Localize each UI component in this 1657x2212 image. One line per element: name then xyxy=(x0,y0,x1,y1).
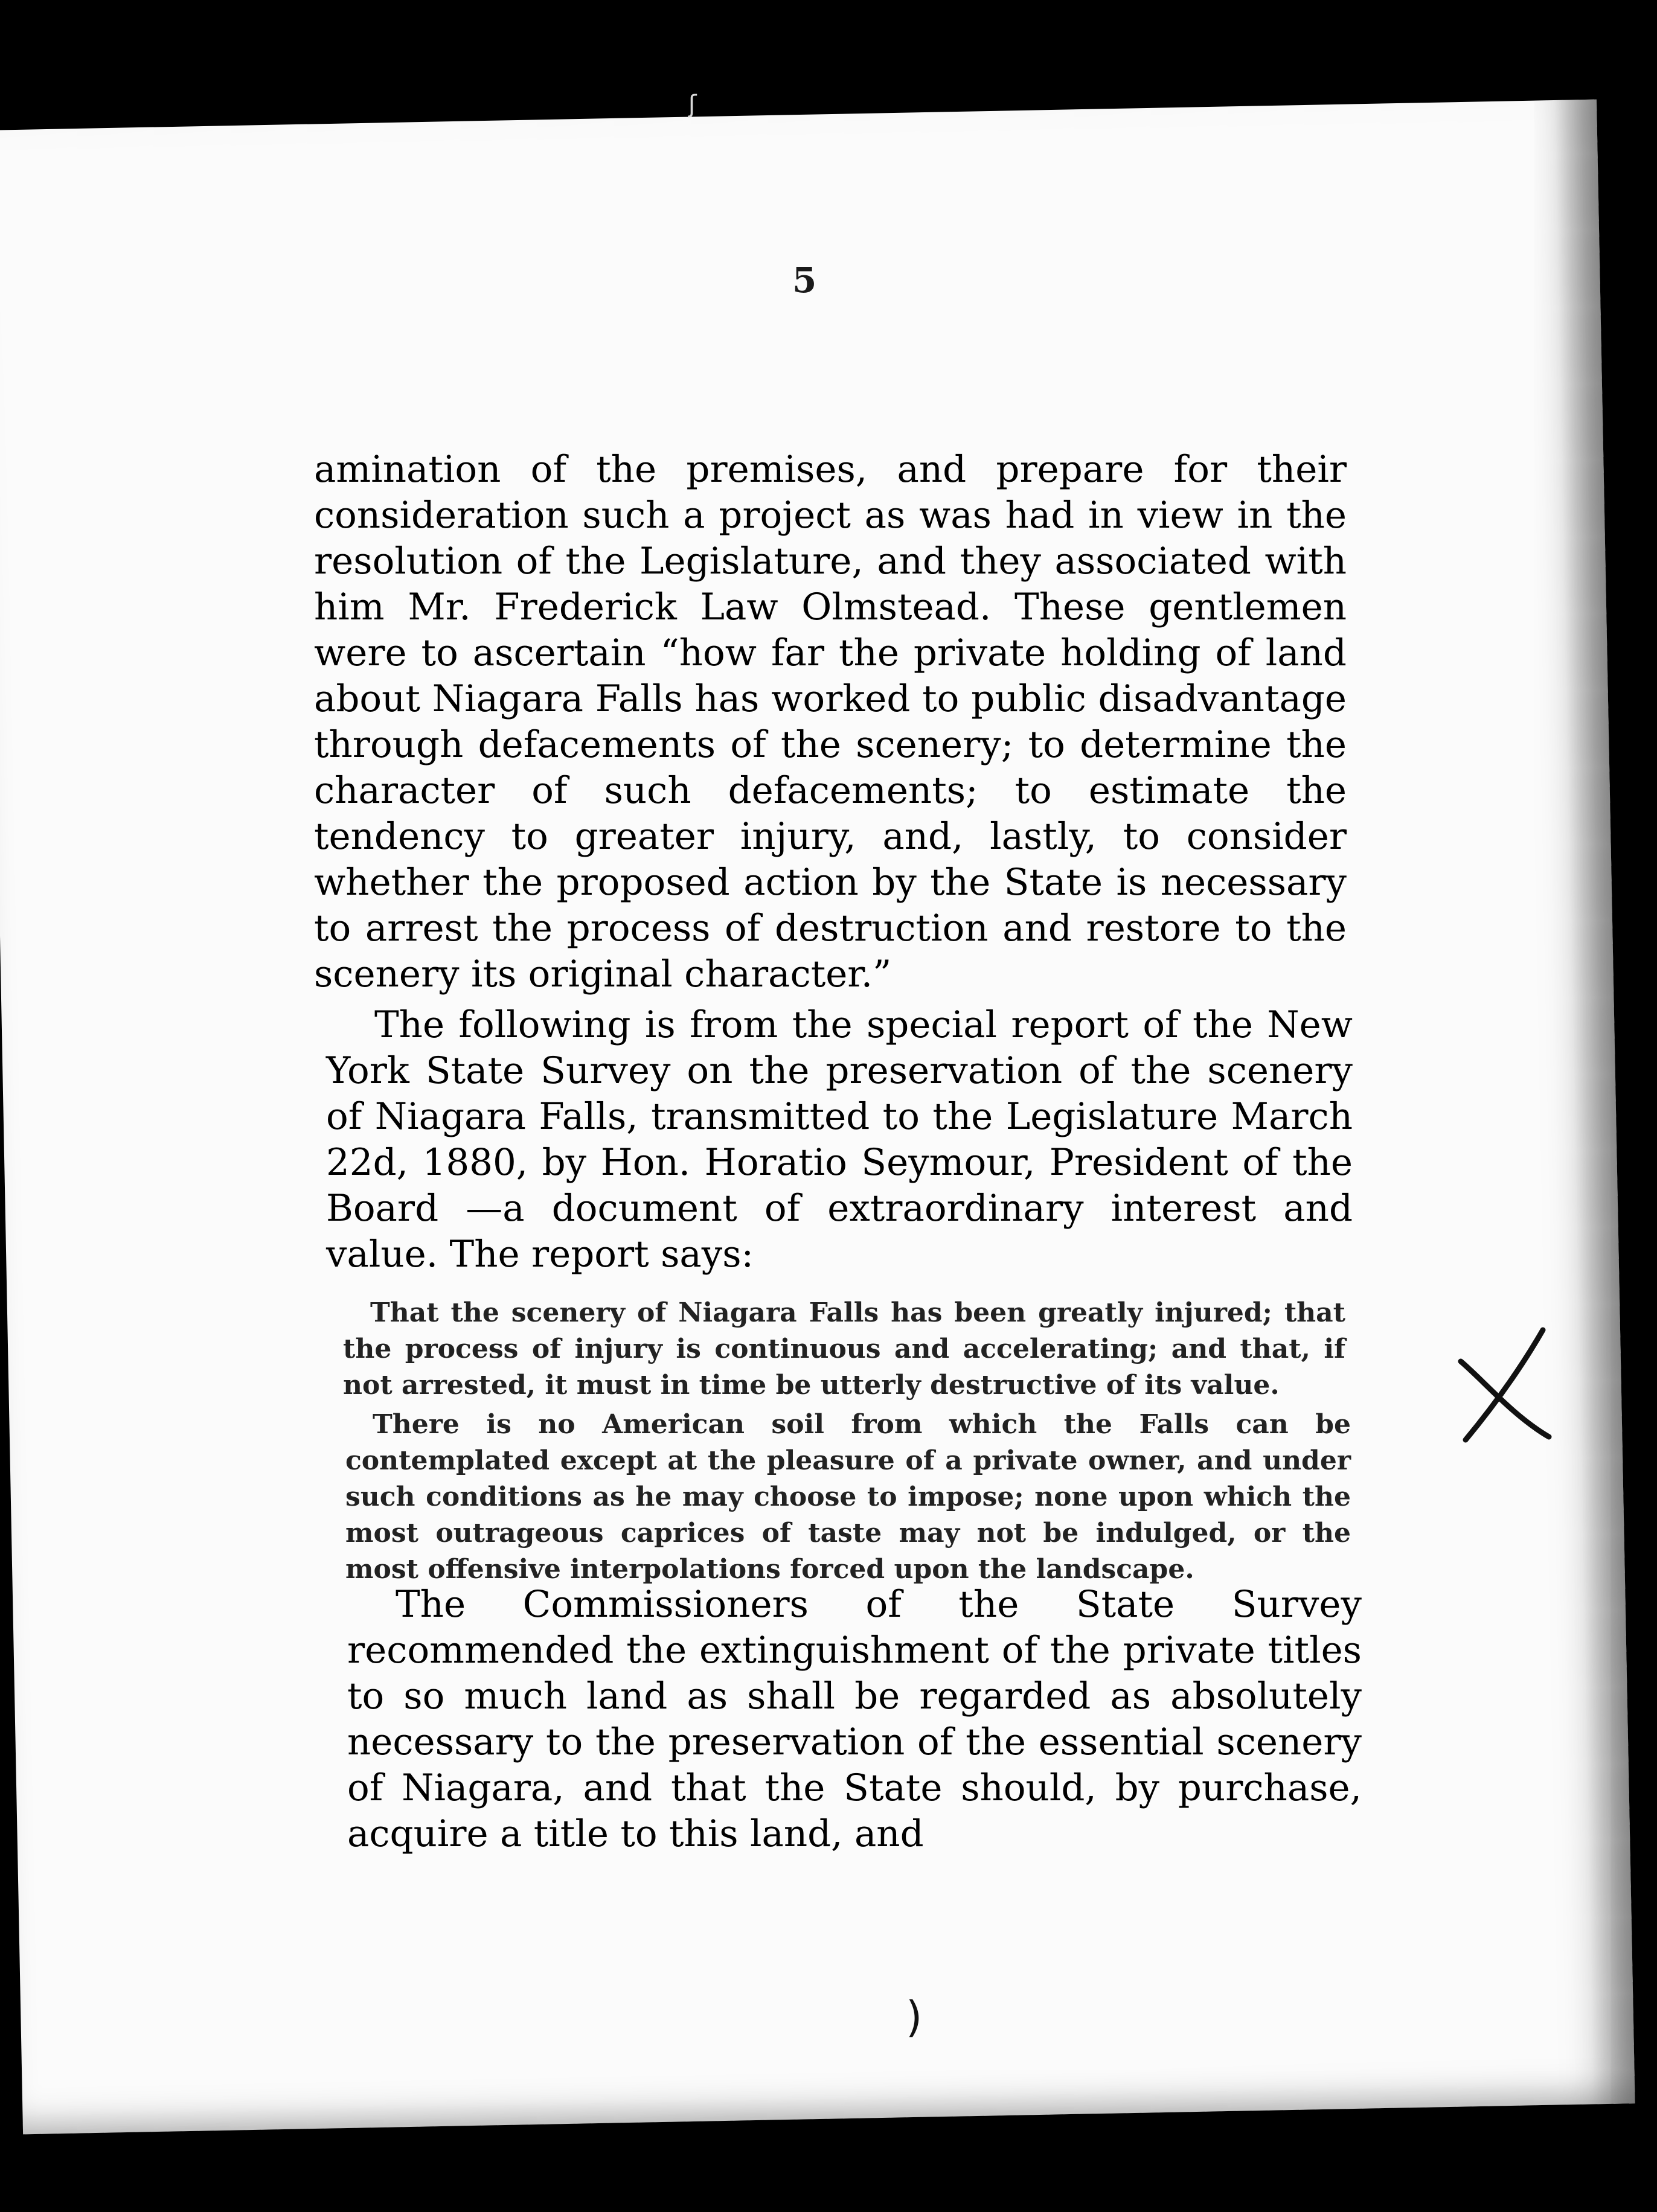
paragraph-3: The Commissioners of the State Survey recommended the extinguishment of the private titles to so much land as shall be regarded as absolutely necessary to the preservation of the essential scenery of Niagara, and that the State should, by purchase, acquire a title to this land, and xyxy=(347,1583,1362,1855)
paragraph-1: amination of the premises, and prepare for their consideration such a project as was had in view in the resolution of the Legislature, and they associated with him Mr. Frederick Law Olmstead. These gentlemen were to ascertain “how far the private holding of land about Niagara Falls has worked to public disadvantage through defacements of the scenery; to determine the character of such defacements; to estimate the tendency to greater injury, and, lastly, to consider whether the proposed action by the State is necessary to arrest the process of destruction and restore to the scenery its original character.” xyxy=(314,448,1347,996)
scan-speck: ʃ xyxy=(688,91,697,118)
quote-2: There is no American soil from which the Falls can be contemplated except at the pleasure of a private owner, and under such conditions as he may choose to impose; none upon which the most outrageous caprices of taste may not be indulged, or the most offensive interpolations forced upon the landscape. xyxy=(345,1409,1351,1585)
scan-speck: ) xyxy=(906,1992,923,2042)
quote-1: That the scenery of Niagara Falls has been greatly injured; that the process of injury is continuous and accelerating; and that, if not arrested, it must in time be utterly destructive of its value. xyxy=(343,1297,1345,1401)
handwritten-x-mark xyxy=(1452,1325,1555,1446)
page-number: 5 xyxy=(792,260,817,301)
paragraph-2: The following is from the special report of the New York State Survey on the preservation of the scenery of Niagara Falls, transmitted to the Legislature March 22d, 1880, by Hon. Horatio Seymour, President of the Board —a document of extraordinary interest and value. The report says: xyxy=(326,1003,1353,1276)
